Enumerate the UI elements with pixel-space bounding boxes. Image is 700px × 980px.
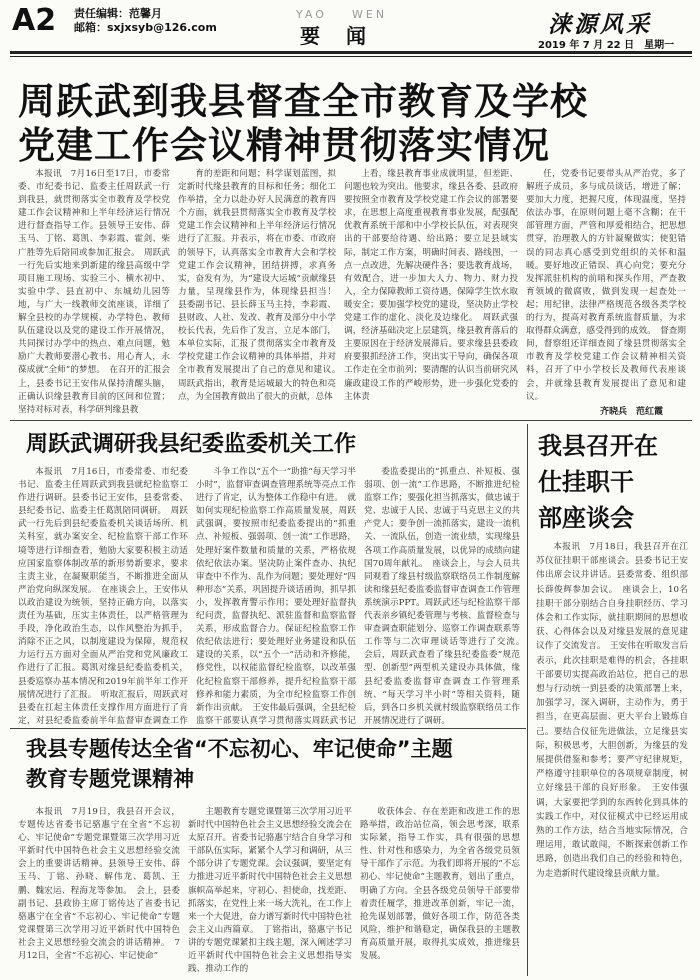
masthead-rule <box>10 51 692 54</box>
article3-headline-line3: 部座谈会 <box>538 504 634 532</box>
article3-column-1 <box>536 540 688 976</box>
article2-column-3 <box>364 466 520 726</box>
article1-headline-line1: 周跃武到我县督查全市教育及学校 <box>18 80 588 123</box>
section-title: 要闻 <box>300 24 392 48</box>
article4-col3-text: 收获体会、存在差距和改进工作的思路举措，政治站位高，领会思考深，联系实际紧，指导工作实，具有很强的思想性、针对性和感染力，为全省各级党员领导干部作了示范。为我们即将开展的“不忘初心、牢记使命”主题教育，划出了重点，明确了方向。全县各级党员领导干部要带着责任履学，推进改革创新，牢记一流，抢先谋划部署，做好各项工作，防范各类风险，维护和谐稳定，确保我县的主题教育高质量开展，取得扎实成效，推进缘县发展。 <box>360 807 520 962</box>
article2-column-2 <box>196 466 356 726</box>
article3-col1-text: 本报讯 7月18日，我县召开在江苏仪征挂职干部座谈会。县委书记王安伟出席会议并讲话。县委常委、组织部长薛俊辉参加会议。 座谈会上，10名挂职干部分别结合自身挂职经历、学习体会和工作实际，就挂职期间的思想收获、心得体会以及对缘县发展的意见建议作了交流发言。 王安伟在听取发言后表示，此次挂职是难得的机会，各挂职干部要切实提高政治站位，把自己的思想与行动统一到县委的决策部署上来，加强学习，深入调研，主动作为，勇于担当，在更高层面、更大平台上锻炼自己。要结合仪征先进做法，立足缘县实际，积极思考，大胆创新，为缘县的发展提供借鉴和参考；要严守纪律规矩，严格遵守挂职单位的各项规章制度，树立好缘县干部的良好形象。 王安伟强调，大家要把学到的东西转化到具体的实践工作中，对仪征模式中已经运用成熟的工作方法，结合当地实际情况，合理运用，敢试敢闯，不断探索创新工作思路，创造出我们自己的经验和特色，为走造新时代建设缘县贡献力量。 <box>536 542 688 879</box>
article1-column-4 <box>526 168 686 404</box>
article3-headline <box>538 428 690 536</box>
paper-name: 涞源风采 <box>548 11 652 38</box>
article1-col2-text: 育的差距和问题；科学谋划蓝图，拟定新时代缘县教育的目标和任务；细化工作举措，全力以赴办好人民满意的教育四个方面，就我县贯彻落实全市教育及学校党建工作会议精神和上半年经济运行情况进行了汇报。并表示，将在市委、市政府的领导下，认真落实全市教育大会和学校党建工作会议精神，团结拼搏，求真务实，奋发有为，为“建设大运城”贡献缘县力量，呈现缘县作为，体现缘县担当！ 县委副书记、县长薛玉马主持，李彩霞、县财政、人社、发改、教育及部分中小学校长代表，先后作了发言，立足本部门，本单位实际，汇报了贯彻落实全市教育及学校党建工作会议精神的具体举措，并对全市教育发展提出了自己的意见和建议。 周跃武指出，教育是运城最大的特色和亮点，为全国教育做出了很大的贡献，总体 <box>178 169 336 402</box>
article4-headline-line2: 教育专题党课精神 <box>26 767 194 791</box>
editor-line: 责任编辑：范馨月 <box>74 7 162 20</box>
section-pinyin-yao: YAO <box>296 8 327 21</box>
article2-col3-text: 委监委提出的“抓重点、补短板、强弱项、创一流”工作思路，不断推进纪检监察工作；要强化担当抓落实，做忠诚于党、忠诚于人民、忠诚于马克思主义的共产党人；要争创一流抓落实，建设一流机关、一流队伍，创造一流业绩，实现缘县各项工作高质量发展，以优异的成绩向建国70周年献礼。 座谈会上，与会人员共同观看了缘县村级监察联络员工作制度解读和缘县纪委监委监督审查调查工作管理系统演示PPT。周跃武还与纪检监察干部代表亲乡镇纪委管理与考核、监督检查与审查调查职能划分、巡察工作调查联系等工作等与二次审理谈话等进行了交流。 会后，周跃武查看了缘县纪委监委“规范型、创新型”两型机关建设办具体做，缘县纪委监委监督审查调查工作管理系统、“每天学习半小时”等相关资料，随后，到各口乡机关就村级监察联络员工作开展情况进行了调研。 <box>364 467 520 726</box>
article3-headline-line2: 仕挂职干 <box>538 468 634 496</box>
article2-headline: 周跃武调研我县纪委监委机关工作 <box>26 432 357 457</box>
article3-headline-line1: 我县召开在 <box>538 432 658 460</box>
article4-col1-text: 本报讯 7月19日，我县召开会议，专题传达省委书记骆惠宁在全省“不忘初心、牢记使命”专题党课暨第三次学用习近平新时代中国特色社会主义思想经验交流会上的重要讲话精神。县领导王安伟、薛玉马、丁铭、孙晓、解伟龙、葛凯、王鹏、魏宏运、程海龙等参加。 会上，县委副书记、县政协主席丁铭传达了省委书记骆惠宁在全省“不忘初心、牢记使命”专题党课暨第三次学用习近平新时代中国特色社会主义思想经验交流会的讲话精神。 7月12日，全省“不忘初心、牢记使命” <box>18 807 180 962</box>
article2-col1-text: 本报讯 7月16日，市委常委、市纪委书记、监委主任周跃武到我县就纪检监察工作进行调研。县委书记王安伟，县委常委、县纪委书记、监委主任葛凯陪同调研。 周跃武一行先后到县纪委监委机关谈话场所、机关科室，就办案安全、纪检监察干部工作环境等进行详细查看，勉励大家要积极主动适应国家监察体制改革的新形势新要求，要求主责主业，在凝聚职能当，不断推进全面从严治党向纵深发展。 在座谈会上，王安伟从以政治建设为统领，坚持正确方向，以落实责任为基础，压实主体责任，以严格管理为手段，净化政治生态，以作风整治为抓手，消除不正之风，以制度建设为保障，规范权力运行五方面对全面从严治党和党风廉政工作进行了汇报。葛凯对缘县纪委监委机关，县委巡察办基本情况和2019年前半年工作开展情况进行了汇报。 听取汇报后，周跃武对县委在扛起主体责任支撑作用方面进行了肯定，对县纪委监委前半年监督审查调查工作 <box>18 467 188 726</box>
column-divider <box>527 424 528 976</box>
article4-column-1 <box>18 806 180 978</box>
article1-headline-line2: 党建工作会议精神贯彻落实情况 <box>18 124 550 167</box>
section-pinyin-wen: WEN <box>352 8 388 21</box>
article1-column-3 <box>344 168 518 418</box>
article4-headline-line1: 我县专题传达全省“不忘初心、牢记使命”主题 <box>26 737 453 761</box>
article1-col3-text: 上看，缘县教育事业成就明显，但差距、问题也较为突出。他要求，缘县各委、县政府要按照全市教育及学校党建工作会议的部署要求，在思想上高度重视教育事业发展，配强配优教育系统干部和中小学校长队伍，对表现突出的干部要给待遇、给出路；要立足县域实际，制定工作方案，明确时间表、路线图，一点一点改进，先解决硬件各；要选教育战场，有效配合，进一步加大人力、物力、财力投入，全力保障教师工资待遇，保障学生饮水取暖安全；要加强学校党的建设，坚决防止学校党建工作的虚化、淡化及边缘化。 周跃武强调，经济基础决定上层建筑，缘县教育落后的主要原因在于经济发展滞后。要求缘县县委政府要狠抓经济工作，突出实干导向，确保各项工作走在全市前列；要清醒的认识当前研究风廉政建设工作的严峻形势，进一步强化党委的主体责 <box>344 169 518 402</box>
article1-col4-text: 任，党委书记要带头从严治党，多了解班子成员，多与成员谈话，增进了解；要加大力度，把握尺度，体现温度，坚持依法办事，在原则问题上毫不含糊；在干部管理方面，严管和厚爱相结合，把思想贯穿，治理教人的方针凝聚做实；使犯错误的同志真心感受到党组织的关怀和温暖。要好地改正错误、真心向党；要充分发挥派驻机构的前哨和探头作用，严查教育领域的微腐败，做到发现一起查处一起；用纪律，法律严格规范各级各类学校的行为，提高对教育系统监督质量，为求取得群众满意，感受得到的成效。 督查期间，督察组还详细查阅了缘县贯彻落实全市教育及学校党建工作会议精神相关资料，召开了中小学校长及教师代表座谈会，并就缘县教育发展提出了意见和建议。 <box>526 169 686 402</box>
article2-divider <box>10 728 526 729</box>
article2-column-1 <box>18 466 188 726</box>
email-line: 邮箱：sxjxsyb@126.com <box>74 21 217 34</box>
article4-column-3 <box>360 806 520 978</box>
editor-info <box>74 7 217 35</box>
article1-column-2 <box>178 168 336 418</box>
issue-date: 2019 年 7 月 22 日 星期一 <box>538 40 675 51</box>
article4-headline <box>26 734 520 794</box>
article1-column-1 <box>18 168 170 418</box>
article1-headline <box>18 80 686 168</box>
article2-col2-text: 斗争工作以“五个一”助推“每天学习半小时”，监督审查调查管理系统等亮点工作进行了肯定，认为整体工作稳中有进。 就如何实现纪检监察工作高质量发展，周跃武强调，要按照市纪委监委提出的“抓重点、补短板、强弱项、创一流”工作思路，处理好案件数量和质量的关系，严格依规依纪依法办案。坚决防止案件查办、执纪审查中不作为、乱作为问题；要处理好“四种形态”关系，巩固提升谈话函询，抓早抓小，发挥教育警示作用；要处理好监督执纪问责，监督执纪、派驻监督和监察监督关系，形成监督合力。保证纪检监察工作依纪依法进行；要处理好业务建设和队伍建设的关系，以“五个一”活动和齐修能，修党性，以权能监督纪检监察，以改革强化纪检监察干部修养，提升纪检监察干部修养和能力素质，为全市纪检监察工作创新作出贡献。 王安伟最后强调，全县纪检监察干部要认真学习贯彻落实周跃武书记 <box>196 467 356 726</box>
article4-col2-text: 主题教育专题党课暨第三次学用习近平新时代中国特色社会主义思想经验交流会在太原召开。省委书记骆惠宁结合自身学习和干部队伍实际，紧紧个人学习和调研，从三个部分讲了专题党课。会议强调，要坚定有力推进习近平新时代中国特色社会主义思想旗帜高举起来，守初心、担使命，找差距、抓落实，在党性上来一场大洗礼，在工作上来一个大促进，奋力谱写新时代中国特色社会主义山西篇章。 丁铭指出，骆惠宁书记讲的专题党课紧扣主线主题，深入阐述学习近平新时代中国特色社会主义思想指导实践、推动工作的 <box>188 807 352 975</box>
article1-author: 齐晓兵 范红霞 <box>600 407 664 417</box>
article1-divider <box>10 420 692 421</box>
article4-column-2 <box>188 806 352 978</box>
article1-col1-text: 本报讯 7月16日至17日，市委常委、市纪委书记、监委主任周跃武一行到我县，就贯彻落实全市教育及学校党建工作会议精神和上半年经济运行情况进行督查指导工作。县领导王安伟、薛玉马、丁铭、葛凯、李彩霞、霍剑、柴广胜等先后陪同或参加汇报会。 周跃武一行先后实地来到新建的缘县高级中学项目施工现场、实验三小、横水初中、实验中学、县直初中、东城幼儿园等地，与广大一线教师交流座谈，详细了解全县校的办学规模、办学特色、教师队伍建设以及党的建设工作开展情况，共同探讨办学中的热点、难点问题，勉励广大教师要潜心教书、用心育人，永葆成就“全师”的梦想。 在召开的汇报会上，县委书记王安伟从保持清醒头脑，正确认识缘县教育目前的区间和位置；坚持对标对表，科学研判缘县教 <box>18 169 170 415</box>
page-number: A2 <box>12 3 57 38</box>
masthead-rule-thin <box>10 56 692 57</box>
